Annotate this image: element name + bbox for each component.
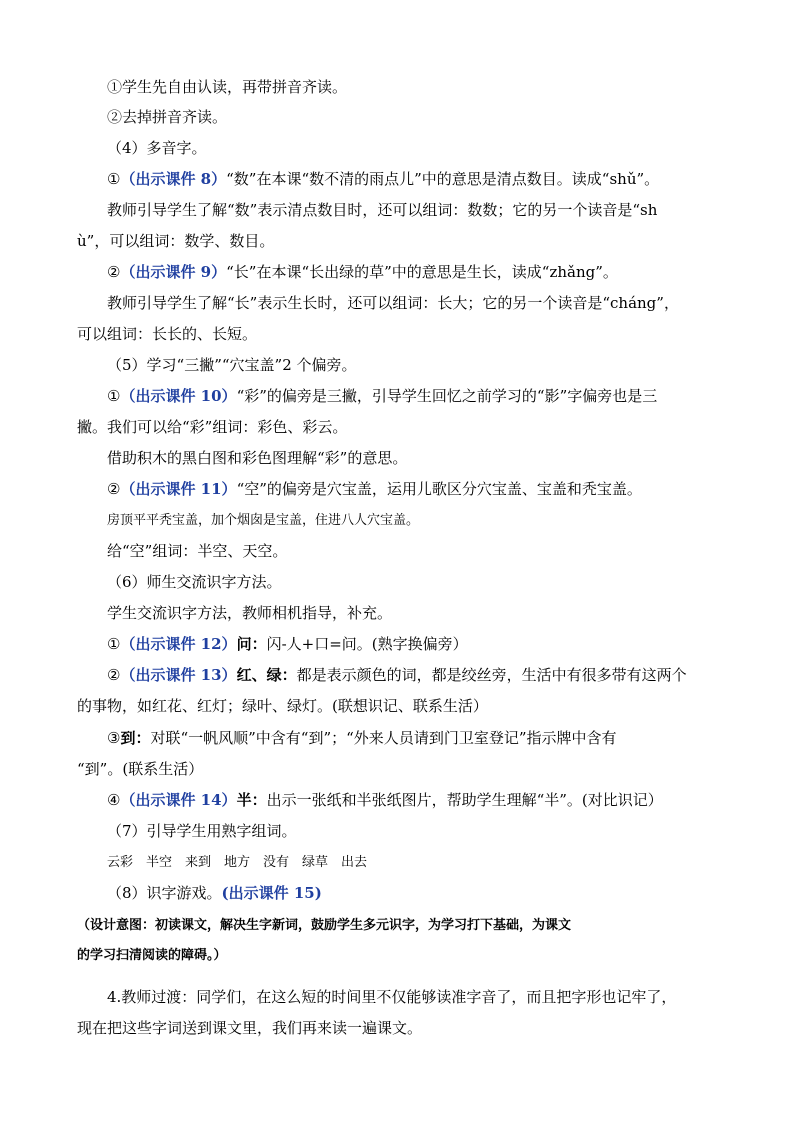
paragraph-shu-continue: ù”，可以组词：数学、数目。 xyxy=(77,232,275,250)
slide-ref-8: （出示课件 8） xyxy=(120,170,227,188)
polyphone-zhang-item: ②（出示课件 9）“长”在本课“长出绿的草”中的意思是生长，读成“zhǎng”。 xyxy=(107,263,618,281)
slide-ref-14: （出示课件 14） xyxy=(120,791,237,809)
paragraph-methods: 学生交流识字方法，教师相机指导，补充。 xyxy=(107,604,393,622)
radical-cai-item: ①（出示课件 10）“彩”的偏旁是三撇，引导学生回忆之前学习的“影”字偏旁也是三 xyxy=(107,387,658,405)
slide-ref-10: （出示课件 10） xyxy=(120,387,237,405)
method-hong-lv-continue: 的事物，如红花、红灯；绿叶、绿灯。(联想识记、联系生活） xyxy=(77,697,488,715)
step-read-with-pinyin: ①学生先自由认读，再带拼音齐读。 xyxy=(107,78,348,96)
slide-ref-12: （出示课件 12） xyxy=(120,635,237,653)
teacher-transition: 4.教师过渡：同学们，在这么短的时间里不仅能够读准字音了，而且把字形也记牢了， xyxy=(107,988,677,1006)
section-heading-methods: （6）师生交流识字方法。 xyxy=(107,573,282,591)
paragraph-cai-continue: 撇。我们可以给“彩”组词：彩色、彩云。 xyxy=(77,418,348,436)
word-list: 云彩 半空 来到 地方 没有 绿草 出去 xyxy=(107,855,368,870)
section-heading-game: （8）识字游戏。(出示课件 15) xyxy=(107,884,322,902)
step-read-without-pinyin: ②去掉拼音齐读。 xyxy=(107,108,228,126)
slide-ref-15: (出示课件 15) xyxy=(221,884,322,902)
paragraph-zhang-explain: 教师引导学生了解“长”表示生长时，还可以组词：长大；它的另一个读音是“cháng”， xyxy=(107,294,679,312)
design-intent-continue: 的学习扫清阅读的障碍。） xyxy=(77,948,227,963)
paragraph-kong-words: 给“空”组词：半空、天空。 xyxy=(107,542,288,560)
section-heading-polyphones: （4）多音字。 xyxy=(107,139,207,157)
slide-ref-13: （出示课件 13） xyxy=(120,666,237,684)
rhyme-radicals: 房顶平平秃宝盖，加个烟囱是宝盖，住进八人穴宝盖。 xyxy=(107,513,420,528)
paragraph-shu-explain: 教师引导学生了解“数”表示清点数目时，还可以组词：数数；它的另一个读音是“sh xyxy=(107,201,658,219)
teacher-transition-continue: 现在把这些字词送到课文里，我们再来读一遍课文。 xyxy=(77,1019,423,1037)
slide-ref-11: （出示课件 11） xyxy=(120,480,237,498)
method-wen-item: ①（出示课件 12）问：闪-人+口=问。(熟字换偏旁） xyxy=(107,635,468,653)
design-intent: （设计意图：初读课文，解决生字新词，鼓励学生多元识字，为学习打下基础，为课文 xyxy=(77,918,572,933)
paragraph-cai-images: 借助积木的黑白图和彩色图理解“彩”的意思。 xyxy=(107,449,408,467)
paragraph-zhang-continue: 可以组词：长长的、长短。 xyxy=(77,325,258,343)
method-hong-lv-item: ②（出示课件 13）红、绿：都是表示颜色的词，都是绞丝旁，生活中有很多带有这两个 xyxy=(107,666,687,684)
polyphone-shu-item: ①（出示课件 8）“数”在本课“数不清的雨点儿”中的意思是清点数目。读成“shǔ”。 xyxy=(107,170,660,188)
section-heading-radicals: （5）学习“三撇”“穴宝盖”2 个偏旁。 xyxy=(107,356,357,374)
method-dao-continue: “到”。(联系生活） xyxy=(77,760,204,778)
radical-kong-item: ②（出示课件 11）“空”的偏旁是穴宝盖，运用儿歌区分穴宝盖、宝盖和秃宝盖。 xyxy=(107,480,642,498)
method-ban-item: ④（出示课件 14）半：出示一张纸和半张纸图片，帮助学生理解“半”。(对比识记） xyxy=(107,791,663,809)
section-heading-word-building: （7）引导学生用熟字组词。 xyxy=(107,822,297,840)
method-dao-item: ③到：对联“一帆风顺”中含有“到”；“外来人员请到门卫室登记”指示牌中含有 xyxy=(107,729,617,747)
slide-ref-9: （出示课件 9） xyxy=(120,263,227,281)
